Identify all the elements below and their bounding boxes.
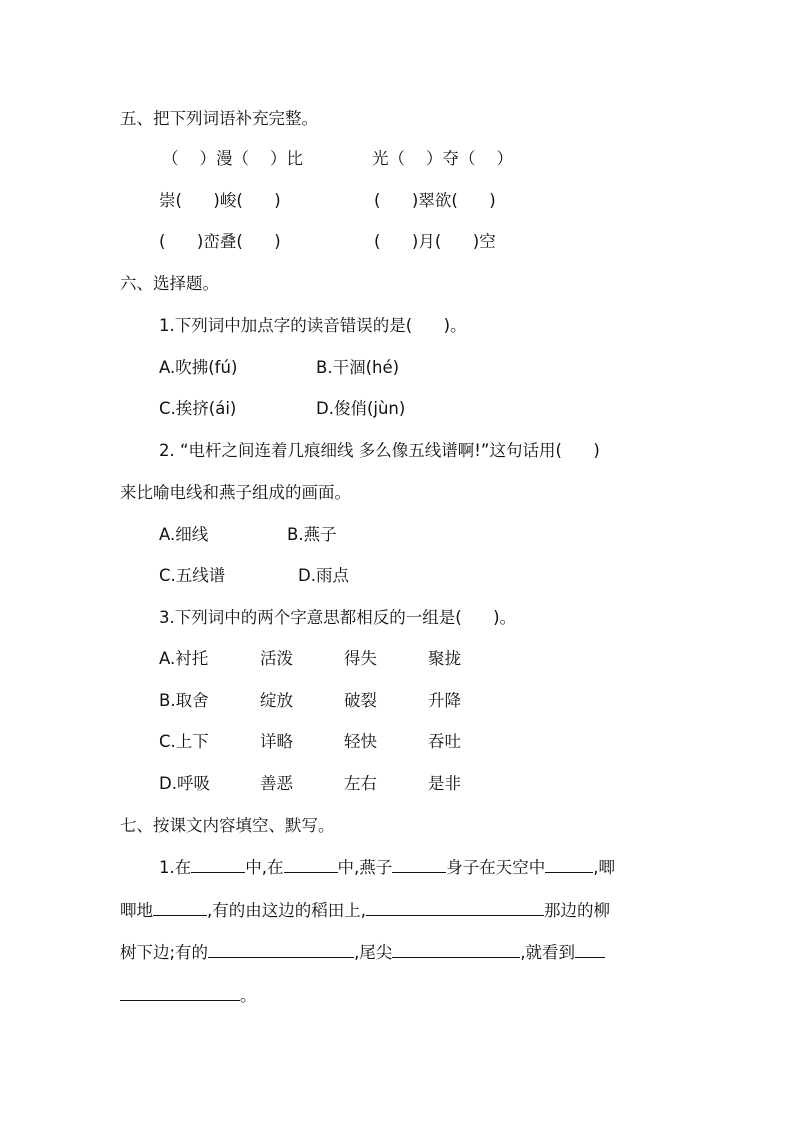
s5-row2-b: ( )翠欲( ) bbox=[374, 191, 496, 210]
q1-option-c: C.挨挤(ái) bbox=[159, 399, 237, 418]
q3-option-word: 轻快 bbox=[344, 732, 377, 751]
q3-option-word: 是非 bbox=[428, 774, 461, 793]
fill-text: 那边的柳 bbox=[544, 901, 610, 920]
q2-stem-line1: 2. “电杆之间连着几痕细线 多么像五线谱啊!”这句话用( ) bbox=[159, 441, 600, 460]
fill-text: 。 bbox=[240, 986, 257, 1005]
q3-option-word: 详略 bbox=[260, 732, 293, 751]
q3-option-label: A.衬托 bbox=[159, 649, 209, 668]
q3-option-word: 破裂 bbox=[344, 691, 377, 710]
q2-option-b: B.燕子 bbox=[287, 525, 337, 544]
q3-option-label: B.取舍 bbox=[159, 691, 209, 710]
fill-text: 1.在 bbox=[159, 858, 192, 877]
fill-text: 中,燕子 bbox=[337, 858, 393, 877]
fill-line-3 bbox=[120, 941, 605, 964]
fill-line-4 bbox=[120, 984, 257, 1007]
section-6-heading: 六、选择题。 bbox=[120, 274, 219, 293]
fill-line-1 bbox=[159, 856, 615, 879]
q3-option-word: 聚拢 bbox=[428, 649, 461, 668]
q3-option-word: 左右 bbox=[344, 774, 377, 793]
s5-row2-a: 崇( )峻( ) bbox=[159, 191, 281, 210]
blank-6[interactable] bbox=[366, 899, 544, 916]
fill-text: 身子在天空中 bbox=[446, 858, 546, 877]
q3-option-word: 绽放 bbox=[260, 691, 293, 710]
s5-row1-a: （ ）漫（ ）比 bbox=[162, 149, 303, 168]
section-5-heading: 五、把下列词语补充完整。 bbox=[120, 109, 318, 128]
s5-row3-b: ( )月( )空 bbox=[374, 232, 496, 251]
fill-text: ,就看到 bbox=[520, 943, 576, 962]
q1-stem: 1.下列词中加点字的读音错误的是( )。 bbox=[159, 316, 467, 335]
fill-text: 中,在 bbox=[245, 858, 284, 877]
q1-option-a: A.吹拂(fú) bbox=[159, 358, 238, 377]
blank-2[interactable] bbox=[284, 856, 338, 873]
blank-7[interactable] bbox=[208, 941, 354, 958]
fill-text: ,有的由这边的稻田上, bbox=[207, 901, 366, 920]
blank-4[interactable] bbox=[545, 856, 593, 873]
q3-option-word: 活泼 bbox=[260, 649, 293, 668]
blank-9[interactable] bbox=[575, 941, 605, 958]
fill-text: 树下边;有的 bbox=[120, 943, 209, 962]
q2-option-c: C.五线谱 bbox=[159, 566, 226, 585]
blank-8[interactable] bbox=[392, 941, 520, 958]
fill-text: 唧地 bbox=[120, 901, 153, 920]
q1-option-b: B.干涸(hé) bbox=[316, 358, 400, 377]
section-7-heading: 七、按课文内容填空、默写。 bbox=[120, 816, 335, 835]
q3-option-label: C.上下 bbox=[159, 732, 209, 751]
blank-5[interactable] bbox=[153, 899, 207, 916]
q3-option-word: 得失 bbox=[344, 649, 377, 668]
fill-text: ,尾尖 bbox=[354, 943, 393, 962]
q3-option-word: 吞吐 bbox=[428, 732, 461, 751]
blank-9-cont[interactable] bbox=[120, 984, 240, 1001]
q1-option-d: D.俊俏(jùn) bbox=[316, 399, 406, 418]
q3-option-word: 善恶 bbox=[260, 774, 293, 793]
s5-row1-b: 光（ ）夺（ ） bbox=[372, 149, 513, 168]
q3-option-word: 升降 bbox=[428, 691, 461, 710]
blank-3[interactable] bbox=[392, 856, 446, 873]
fill-line-2 bbox=[120, 899, 610, 922]
q3-option-label: D.呼吸 bbox=[159, 774, 210, 793]
blank-1[interactable] bbox=[191, 856, 245, 873]
q2-option-a: A.细线 bbox=[159, 525, 209, 544]
q2-stem-line2: 来比喻电线和燕子组成的画面。 bbox=[120, 483, 351, 502]
s5-row3-a: ( )峦叠( ) bbox=[159, 232, 281, 251]
q3-stem: 3.下列词中的两个字意思都相反的一组是( )。 bbox=[159, 608, 517, 627]
fill-text: ,唧 bbox=[593, 858, 615, 877]
q2-option-d: D.雨点 bbox=[298, 566, 349, 585]
